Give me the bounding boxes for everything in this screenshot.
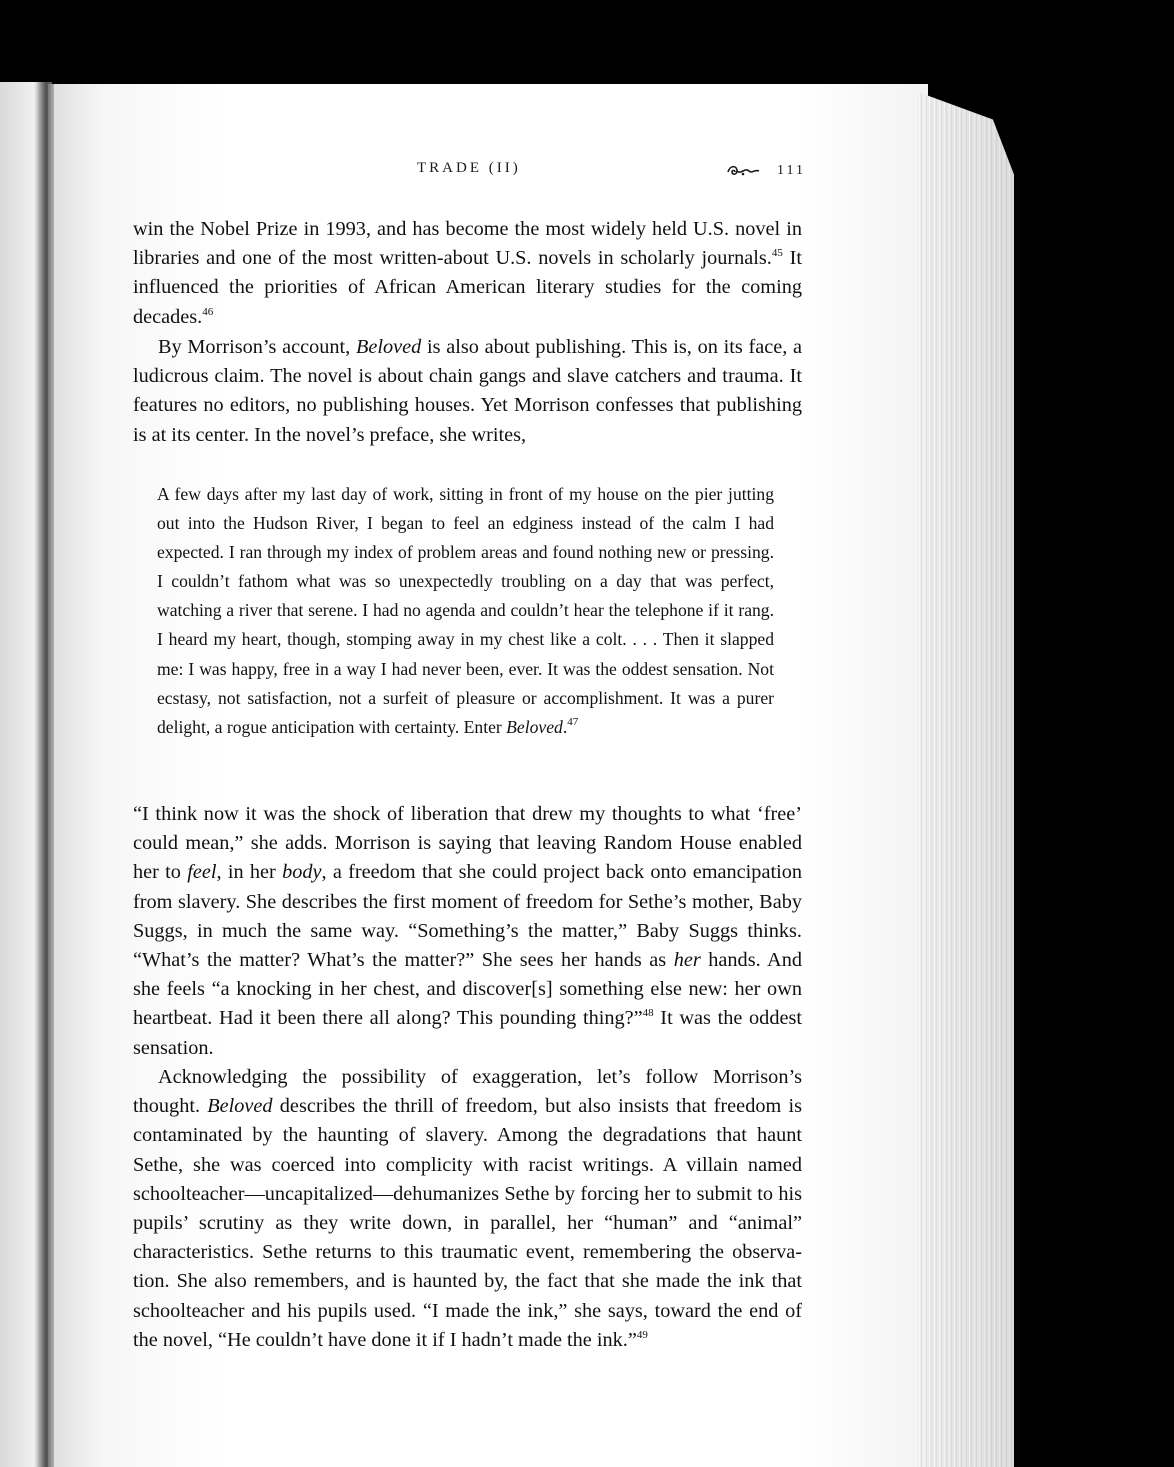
footnote-ref-45: 45: [771, 247, 783, 260]
paragraph-4: [133, 1063, 802, 1355]
paragraph-1-text: win the Nobel Prize in 1993, and has become the most widely held U.S. novel in libraries and one of the most written-about U.S. novels in scholarly journals.: [133, 218, 802, 270]
running-head: TRADE (II): [417, 160, 521, 176]
paragraph-3-text-c: , a freedom that she could project back onto emancipation from slavery. She describes the first moment of freedom for Sethe’s mother, Baby Suggs, in much the same way. “Something’s the matter,” Baby Suggs thinks. “What’s the matter? What’s the matter?” She sees her hands as: [133, 861, 802, 972]
footnote-ref-49: 49: [636, 1328, 648, 1341]
footnote-ref-47: 47: [567, 715, 579, 728]
paragraph-3: [133, 800, 802, 1063]
page-number: 111: [777, 163, 806, 178]
paragraph-2-text-a: By Morrison’s account,: [158, 336, 356, 358]
paragraph-2: [133, 333, 802, 450]
footnote-ref-46: 46: [202, 305, 214, 318]
paragraph-3-text-b: , in her: [216, 861, 283, 884]
page-stack-shadow: [918, 92, 1014, 1467]
book-gutter: [34, 82, 54, 1467]
block-quote: [157, 480, 774, 742]
paragraph-1-text-b: It influenced the priorities of African American literary studies for the coming decades.: [133, 247, 802, 328]
paragraph-3-text-d: hands. And she feels “a knocking in her chest, and discover[s] something else new: her own heartbeat. Had it been there all along? This pounding thing?”: [133, 949, 802, 1030]
paragraph-1: [133, 215, 802, 332]
block-quote-end: .: [562, 716, 568, 737]
italic-body: body: [282, 861, 322, 884]
paragraph-2-text-b: is also about publishing. This is, on its face, a ludicrous claim. The novel is about chain gangs and slave catchers and trauma. It features no editors, no publishing houses. Yet Morrison confesses that publishing is at its center. In the novel’s preface, she writes,: [133, 336, 803, 446]
paragraph-3-text-e: It was the oddest sensation.: [133, 1007, 802, 1059]
book-title-beloved: Beloved: [506, 716, 563, 737]
italic-her: her: [673, 949, 701, 972]
block-quote-text: A few days after my last day of work, sitting in front of my house on the pier jutting out into the Hudson River, I began to feel an edginess instead of the calm I had expected. I ran through my index of problem areas and found nothing new or pressing. I couldn’t fathom what was so unexpectedly troubling on a day that was perfect, watching a river that serene. I had no agenda and couldn’t hear the telephone if it rang. I heard my heart, though, stomping away in my chest like a colt. . . . Then it slapped me: I was happy, free in a way I had never been, ever. It was the oddest sensation. Not ecstasy, not satisfaction, not a surfeit of pleasure or accomplishment. It was a purer delight, a rogue anticipation with certainty. Enter: [157, 484, 774, 737]
footnote-ref-48: 48: [642, 1007, 654, 1020]
italic-feel: feel: [187, 861, 217, 884]
book-title-beloved: Beloved: [355, 336, 422, 358]
paragraph-4-text-b: describes the thrill of freedom, but also insists that freedom is contaminated by the haunting of slavery. Among the degradations that haunt Sethe, she was coerced into complicity with racist writings. A villain named schoolteacher—uncapitalized—dehumanizes Sethe by forcing her to submit to his pupils’ scrutiny as they write down, in parallel, her “human” and “animal” characteristics. Sethe returns to this traumatic event, remembering the observation. She also remembers, and is haunted by, the fact that she made the ink that schoolteacher and his pupils used. “I made the ink,” she says, toward the end of the novel, “He couldn’t have done it if I hadn’t made the ink.”: [133, 1095, 802, 1351]
paragraph-3-text-a: “I think now it was the shock of liberation that drew my thoughts to what ‘free’ could mean,” she adds. Morrison is saying that leaving Random House enabled her to: [133, 803, 802, 884]
paragraph-4-text-a: Acknowledging the possibility of exaggeration, let’s follow Morrison’s thought.: [133, 1066, 802, 1118]
fleuron-icon: [726, 163, 760, 179]
book-title-beloved: Beloved: [207, 1095, 273, 1118]
